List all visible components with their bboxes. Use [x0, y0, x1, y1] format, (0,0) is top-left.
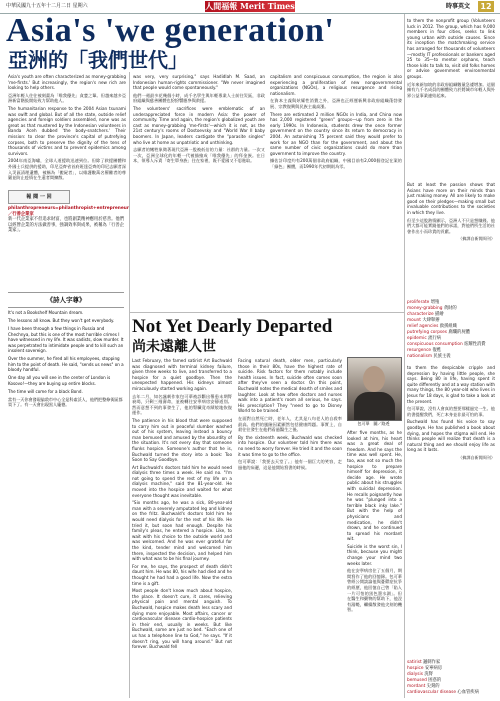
paragraph: For me, he says, the prospect of death didn't daunt him. He was 80, his wife had died and he thought he had had a good life. Now the extra time is a gift. — [132, 563, 232, 586]
column-divider — [404, 14, 405, 698]
paragraph: 在面對自然死亡時，老年人，尤其是八旬老人的自殺率最高。他們的風險因素顯然包括健康問題。事實上，自殺往往發生在他們看過醫生之後。 — [238, 415, 342, 433]
portrait-body — [354, 392, 395, 420]
paragraph: 據估計印度約有200萬個非政府組織，中國目前有2,000個登記在案的「綠色」團體，而1990年代初期則為零。 — [270, 158, 402, 169]
article2-headline-chinese: 尚未遠離人世 — [132, 339, 216, 355]
quote-item: 當有一天你會發現倫敦市中心全是科索沃人，他們把整條街區都買下了。有一天會出現黑人龐德。 — [8, 396, 123, 407]
keyword-box-title: 報 閱 一 回 — [8, 190, 70, 204]
sidebar-column-2 — [407, 365, 495, 657]
vocab-term: mount — [407, 318, 421, 323]
vocab-meaning: 炫耀性消費 — [464, 342, 486, 347]
vocab-term: putrefying corpses — [407, 330, 448, 335]
paragraph: to them the nonprofit group (Volunteers luck in 2012. The group, which has 9,000 members in four cities, seeks to link young urban with outside causes. Since its inception the matchmaking service has arranged for thousands of volunteers—mostly IT professionals or bankers aged 25 to 35—to mentor orphans, teach those kids to talk to, visit old folks homes or advise government environmental groups. — [407, 18, 495, 79]
quote-item: One day all you will see in the center of London is Kosovo!—they are buying up entire blocks. — [8, 375, 111, 386]
photo-caption: 包可華 圖／路透 — [357, 421, 390, 426]
paragraph: The humanitarian response to the 2004 Asian tsunami was swift and global. But of all the state, outside relief agencies and foreign soldiers assembled, none was as great as that mustered by the Indonesian volunteers in Banda Aceh dubbed 'the body-snatchers.' Their mission: to clear the province's capital of putrefying corpses, both to preserve the dignity of the tens of thousands of victims and to prevent epidemics among survivors. — [8, 105, 126, 156]
paragraph: The patience in his blood that were supposed to carry him out in peaceful slumber washed out of his system, leaving instead a bouncy man bemused and amused by the absurdity of the situation. It's not every day that someone flunks hospice. Someone's author that he is, Buchwald turned the story into a book: Too Soon to Say Goodbye. — [132, 417, 232, 463]
vocab-meaning: 描繪 — [435, 312, 444, 317]
newspaper-logo: 人間福報 Merit Times — [205, 1, 295, 11]
vocabulary-list-2 — [407, 660, 495, 696]
quote-item: The lessons all know. But they won't get everybody. — [8, 318, 115, 323]
vocab-meaning: 尖刻的 — [426, 684, 440, 689]
vocab-term: dialysis — [407, 672, 423, 677]
vocab-meaning: 諷刺作家 — [423, 660, 441, 665]
paragraph: "Six months ago, he was a sick, 80-year-old man with a severely amputated leg and kidney on the fritz. Buchwald's doctors told him he would need dialysis for the rest of his life. He tried it, but soon had enough. Despite his family's pleas, he entered a hospice. Like, to wait with his choice to the outside world and was welcomed. And he was ever grateful for the kind, tender mind and welcomed him there, inspected the decision, and helped him with what was to be his final journey. — [132, 500, 232, 562]
article-column-1 — [8, 74, 126, 188]
paragraph: Last February, the famed satirist Art Buchwald was diagnosed with terminal kidney failure, given three weeks to live, and transferred to a hospice for a quiet goodbye. Then the unexpected happened. His kidneys almost miraculously started working again. — [132, 358, 232, 391]
vocab-meaning: 貪財的 — [443, 306, 457, 311]
paragraph: 包可華說：「我要去天堂了。」他有一個巨大的笑容，走過他的床邊，這是他開始寫書的時候。 — [238, 459, 342, 470]
paragraph: 亞洲年輕人往往被刻畫為「唯我優先」貪婪之輩。但越來越多亞洲新富階級開始致力幫助他人。 — [8, 92, 126, 104]
paragraph: Suicide is the worst sin, I think, because you might change your mind two weeks later. — [347, 543, 402, 566]
vocab-term: cardiovascular disease — [407, 690, 457, 695]
vocab-meaning: 民族主義 — [433, 354, 451, 359]
section-divider — [130, 312, 404, 313]
paragraph: Buchwald has found his voice to say goodbye. He has published a book about dying, and hopes the stigma will end. He thinks people will realize that death is a natural thing and we should enjoy life as long as it lasts. — [407, 419, 495, 453]
sidebar-column-english — [407, 18, 495, 180]
paragraph: 但至少這股熱情顯示，亞洲人不只是想賺錢。他們大都可能實踐他們的承諾，對他們所生活的社會作出小而珍貴的貢獻。 — [407, 217, 495, 234]
paragraph: capitalism and conspicuous consumption, the region is also experiencing a proliferation of new nongovernmental organizations (NGOs), a religious resurgence and rising nationalism. — [270, 74, 402, 96]
vocab-term: bemused — [407, 678, 427, 683]
paragraph: Asia's youth are often characterized as money-grabbing 'me-firsts.' But increasingly, the region's new rich are looking to help others. — [8, 74, 126, 91]
quote-item: It's not a Bookshelf Mountain dream. — [8, 310, 84, 315]
vocab-term: mordant — [407, 684, 426, 689]
article-column-3 — [270, 74, 402, 310]
portrait-face — [363, 366, 385, 392]
vocabulary-list-1 — [407, 300, 495, 360]
vocab-meaning: 流行病 — [428, 336, 441, 341]
quotes-list — [8, 310, 126, 698]
vocab-term: relief agencies — [407, 324, 439, 329]
sidebar-column-chinese — [407, 182, 495, 300]
vocab-term: proliferate — [407, 300, 430, 305]
paragraph: The volunteers' sacrifices were emblematic of an underappreciated force in modern Asia: the power of community. Time and again, the region's globalized youth are cast as money-grabbing 'me-firsts'—which it is not, as the 21st century's rooms of Dostoevsky and "World War II baby boomers. In Japan, leaders castigate the "parasite singles" who live at home as unpatriotic and unthinking. — [133, 105, 265, 145]
vocab-meaning: 大肆舉辦 — [422, 318, 440, 323]
paragraph: Facing natural death, older men, particularly those in their 80s, have the highest rate of suicide. Risk factors for them notably include health issues. In fact, suicide often comes soon after they've seen a doctor. On this point, Buchwald notes the medical dearth of smiles and laughter. Look at how often doctors and nurses walk into a patient's room all serious, he says. His prescription? They "need to go to Disney World to be trained." — [238, 358, 342, 414]
quote-item: The time will come for a black Bond. — [8, 388, 83, 394]
issue-date: 中華民國九十五年十二月二日 星期六 — [6, 3, 88, 9]
quotes-box-title: 《詩人字尊》 — [8, 292, 124, 308]
vocab-meaning: 心血管疾病 — [457, 690, 479, 695]
paragraph: 志願者的犧牲象徵著現代亞洲一股被低估的力量：社群的力量。一次又一次，亞洲全球化的年輕一代被描繪成「唯我優先」的拜金族。在日本，領導人斥責「寄生單身族」住在家裡，既不愛國又不思進取。 — [133, 147, 265, 164]
vocab-meaning: 腐爛的屍體 — [448, 330, 470, 335]
vocab-meaning: 困惑的 — [428, 678, 442, 683]
paragraph: But at least the passion shows that Asians have more on their minds than just making money. All are likely to make good on their pledges—making small but invaluable contributions to the societies in which they live. — [407, 182, 495, 215]
vocab-term: conspicuous consumption — [407, 342, 463, 347]
column-divider — [129, 72, 130, 698]
paragraph: to them the despicable cripple and depression by having little people, she says. Being 80 in life, having spent it quite differently and at a way station with many things, the 80 year-old who lives in Jesus for 18 days, is glad to take a look at the present. — [407, 365, 495, 404]
paragraph: After five months, as he looked at him, his heart was a great deal of freedom. And he says the time was well spent. He, too, was not so much the hospice to prepare himself for depression, it decide age. He wrote public about his struggles with suicidal depression. He recalls poignantly how he was "plunged into a terrible black inky lake." But with the help of physicians and medication, he didn't drown, and he continued to spread his mordant wit. — [347, 430, 402, 542]
vocab-term: money-grabbing — [407, 306, 443, 311]
vocab-meaning: 洗腎 — [424, 672, 433, 677]
vocab-meaning: 增殖 — [430, 300, 440, 305]
paragraph: 他在安寧病房住了五個月，期間寫作了他的回憶錄。包可華曾經公開談論他與憂鬱症抗爭的經歷，他回憶自己曾「陷入一片可怕的黑色墨水湖」。但在醫生和藥物的幫助下，他沒有溺斃，繼續散發他尖刻的機智。 — [347, 568, 402, 613]
quote-item: Over the summer, he fired all his employees, stopping him to the point of death. He said, "sends us news" on a bloody handful. — [8, 356, 124, 372]
paragraph: By the sixteenth week, Buchwald was checked into hospice. Our volunteer told him there was no need to worry forever. He tried it and the soon it was time to go to the office. — [238, 434, 342, 457]
source-credit: （摘譯自新聞周刊） — [458, 236, 495, 242]
vocab-term: nationalism — [407, 354, 433, 359]
vocab-meaning: 安寧病房 — [424, 666, 443, 671]
vocab-meaning: 救援組織 — [439, 324, 457, 329]
page-number: 12 — [478, 1, 494, 12]
vocab-term: satirist — [407, 660, 422, 665]
article2-column-2 — [238, 358, 342, 698]
paragraph: 2004年南亞海嘯，全球人道援助迅速到位。但除了救援團體和外國士兵提供的援助，印尼亞齊省首府班達亞齊的印尼志願者深入災區清理遺體，被稱為「搬屍者」，以維護數萬名罹難者的尊嚴並防止疫情在生還者間擴散。 — [8, 158, 126, 181]
paragraph: 去年二月，知名諷刺作家包可華被診斷出罹患末期腎衰竭，只剩三週壽命，並被轉往安寧病房安靜道別。然而意想不到的事發生了，他的腎臟竟奇蹟般地恢復運作。 — [132, 393, 232, 416]
paragraph: 在資本主義與炫耀性消費之外，亞洲也正經歷新興非政府組織蓬勃發展、宗教復興與民族主義高漲。 — [270, 98, 402, 109]
quote-item: I have been through a few things in Russia and Chechnya, but this is one of the most horrible crimes I have witnessed in my life. It was sadists, slow murder. It was perpetrated to intimidate people and to kill such an insolent sovereign. — [8, 326, 124, 353]
article2-column-3 — [347, 430, 402, 698]
paragraph: Most people don't know much about hospice, the place. It doesn't cure, it cares, relieving physical pain and mental anguish. To Buchwald, hospice makes death less scary and dying more enjoyable. Most affairs, cancer or cardiovascular disease cardio-hospice patients in their end, usually in weeks. But like Buchwald, some are just no bed. "Each one of us has a telephone line to God," he says. "If it doesn't ring, you will hang around." But not forever. Buchwald fell — [132, 588, 232, 650]
portrait-photo — [347, 357, 402, 421]
paragraph: 近年來新加坡的非政府組織數量急遽增加。這個擁有九千名成員的團體致力於將城市年輕人與外界公益事業連結起來。 — [407, 81, 495, 98]
section-title: 時事英文 — [445, 3, 470, 10]
article2-headline-english: Not Yet Dearly Departed — [132, 316, 333, 337]
vocab-term: characterize — [407, 312, 434, 317]
vocab-item — [407, 690, 495, 696]
headline-english: Asia's 'we generation' — [6, 12, 335, 49]
paragraph: 包可華說，沒有人會真的想要那樣過完一生。他的書提醒我們，死亡本身並非最可怕的事。 — [407, 406, 495, 417]
vocab-term: resurgence — [407, 348, 432, 353]
source-credit: （摘譯自新聞周刊） — [458, 454, 495, 460]
headline-chinese: 亞洲的「我們世代」 — [8, 48, 188, 72]
vocab-item — [407, 354, 495, 360]
paragraph: was very, very surprising," says Hadidlah M. Saad, an Indonesian human-rights commissioner. "We never imagined that people would come spontaneously." — [133, 74, 265, 91]
keyword-explanation — [8, 206, 129, 234]
paragraph: There are estimated 2 million NGOs in India, and China now has 2,000 registered "green" groups—up from zero in the early 1990s. In Indonesia, students drew the once former government on the country since its return to democracy in 2004. An astonishing 75 percent said they would prefer to work for an NGO than for the government, and about the same number of civic organizations could do more than government to improve the country. — [270, 111, 402, 156]
keyword-body: 新一代企業家不但追求財富，也將創業精神應用於慈善。他們以經營企業的方法做善事，強調效率與成果，被稱為「行善企業家」。 — [8, 217, 125, 234]
vocab-term: epidemic — [407, 336, 427, 341]
vocab-meaning: 復甦 — [432, 348, 442, 353]
keyword-term: philanthropreneurs=philanthropist+entrepreneur／行善企業家 — [8, 206, 129, 217]
paragraph: 他們一週最多花幾個小時，成千名學生與年輕專業人士前往災區，非政府組織與慈善團體也紛紛響應參與救援。 — [133, 92, 265, 104]
article2-column-1 — [132, 358, 232, 698]
vocab-term: hospice — [407, 666, 424, 671]
article-column-2 — [133, 74, 265, 310]
paragraph: Art Buchwald's doctors told him he would need dialysis three times a week. He said no. "I'm not going to spend the rest of my life on a dialysis machine," said the 81-year-old. He moved into the hospice and waited for what everyone thought was inevitable. — [132, 464, 232, 498]
